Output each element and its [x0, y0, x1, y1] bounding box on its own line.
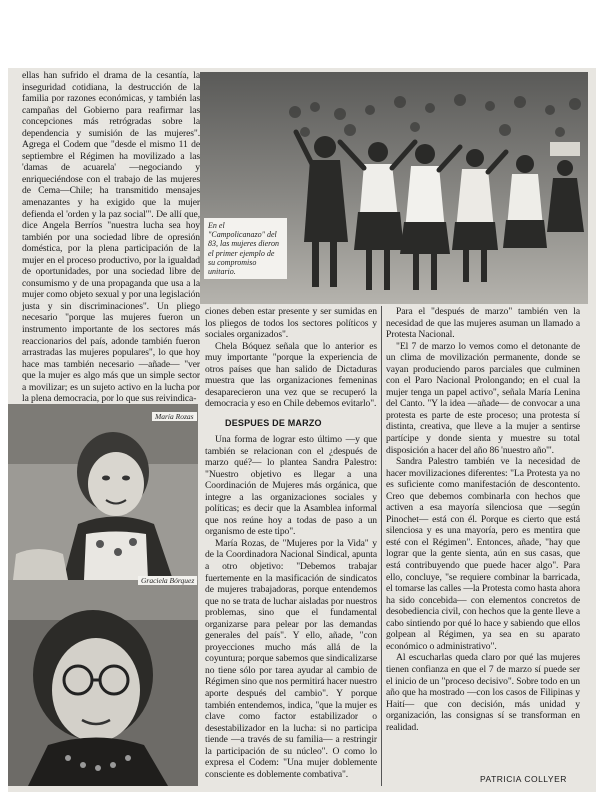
column-2-bottom-text — [205, 434, 377, 780]
photo-credit: Graciela Bórquez — [138, 576, 197, 585]
byline: PATRICIA COLLYER — [480, 774, 567, 784]
paragraph: Chela Bóquez señala que lo anterior es muy importante "porque la experiencia de otros países que han salido de Dictaduras muestra que las organizaciones femeninas desaparecieron una vez que se recuperó la democracia y eso en Chile debemos evitarlo". — [205, 340, 377, 410]
paragraph: Una forma de lograr esto último —y que también se relacionan con el ¿después de marzo qué?— lo plantea Sandra Palestro: "Nuestro objetivo es llegar a una Coordinación de Mujeres más orgánica, que integre a las organizaciones sociales y políticas; es decir que la Asamblea informal que nos reúne hoy a todas de paso a un organismo de este tipo". — [205, 434, 377, 538]
paragraph: "El 7 de marzo lo vemos como el detonante de un clima de movilización permanente, donde se vayan produciendo paros parciales que culminen con el Paro Nacional Prolongando; en el cual la mujer tenga un papel activo", señala María Lenina del Canto. "Y la idea —añade— de convocar a una protesta es parte de este proceso; una protesta sí distinta, creativa, que lleve a la mujer a sentirse partícipe y donde sienta y muestre su total disposición a hacer del año 86 'nuestro año'". — [386, 340, 580, 456]
paragraph: ellas han sufrido el drama de la cesantía, la inseguridad cotidiana, la destrucción de la familia por razones económicas, y también las campañas del Gobierno para reafirmar las concepciones más retrógradas sobre la dependencia y sumisión de las mujeres". Agrega el Codem que "desde el mismo 11 de septiembre el Régimen ha movilizado a las 'damas de acuarela' —negociando y enriqueciéndose con el trabajo de las mujeres de Cema—Chile; ha transmitido mensajes amenazantes y ha exigido que la mujer defienda el 'orden y la paz social'". De allí que, dice Angela Berríos "nuestra lucha sea hoy también por una sociedad libre de opresión doméstica, por la plena participación de la mujer en el proceso productivo, por la igualdad de oportunidades, por una sociedad libre de consumismo y de una propaganda que usa a la mujer como objeto sexual y por una legislación justa y sin discriminaciones". Un pliego necesario "porque las mujeres fueron un instrumento importante de los sectores más reaccionarios del país, adonde también fueron arrastradas las mujeres populares", lo que hoy hace mas también necesario —añade— "ver que la mujer es algo más que un simple sector a movilizar; es un sujeto activo en la lucha por la plena democracia, por lo que sus reivindica- — [22, 70, 200, 405]
caption-text: En el "Campolicanazo" del 83, las mujeres dieron el primer ejemplo de su compromiso unitario. — [208, 221, 279, 277]
section-heading: DESPUES DE MARZO — [225, 418, 322, 428]
paragraph: Sandra Palestro también ve la necesidad de hacer movilizaciones diferentes: "La Protesta ya no es suficiente como manifestación de descontento. Creo que debemos combinarla con hechos que activen a esa mayoría silenciosa que —según Pinochet— está con él. Porque es cierto que está silenciosa y es una mayoría, pero es mentira que esté con el Régimen". Entonces, añade, "hay que lograr que la gente sienta, aún en sus casas, que está contribuyendo que puede hacer algo". Para ello, concluye, "se requiere combinar la barricada, el tomarse las calles —la Protesta como hasta ahora ha sido concebida— con elementos concretos de desobediencia civil, con hechos que la gente lleve a cabo sintiendo por qué lo hace y sabiendo que ellos golpean al Régimen, ya sea en su aparato económico o administrativo". — [386, 456, 580, 652]
portrait-graciela-borquez — [8, 580, 198, 786]
portrait-maria-rozas — [8, 404, 198, 580]
photo-credit: María Rozas — [152, 412, 197, 421]
photo-caption — [204, 218, 287, 279]
paragraph: ciones deben estar presente y ser sumidas en los pliegos de todos los sectores políticos y sociales organizados". — [205, 306, 377, 341]
paragraph: María Rozas, de "Mujeres por la Vida" y de la Coordinadora Nacional Sindical, apunta a otro objetivo: "Debemos trabajar fuertemente en la masificación de sindicatos de mujeres trabajadoras, porque entendemos que no se trata de luchar aisladas por nuestros problemas, sino que el fundamental organizarse para pelear por las demandas generales del país". Y ello, añade, "con proyecciones mucho más allá de la coyuntura; porque sabemos que sindicalizarse no tiene sólo por tarea ayudar al cambio de Régimen sino que nos permitirá hacer nuestro aporte después del cambio". Y porque también entendemos, indica, "que la mujer es clave como factor estabilizador o desestabilizador en la lucha: si no participa tiende —a través de su familia— a restringir la participación de su núcleo". O como lo expresa el Codem: "Una mujer doblemente consciente es doblemente combativa". — [205, 537, 377, 780]
column-3-text — [386, 306, 580, 733]
paragraph: Al escucharlas queda claro por qué las mujeres tienen confianza en que el 7 de marzo sí puede ser el inicio de un "proceso decisivo". Sobre todo en un año que ha mostrado —con los casos de Filipinas y Haití— que con decisión, más unidad y organización, las consignas sí se transforman en realidad. — [386, 652, 580, 733]
column-divider — [381, 306, 382, 786]
column-1-text — [22, 70, 200, 405]
column-2-top-text — [205, 306, 377, 410]
paragraph: Para el "después de marzo" también ven la necesidad de que las mujeres asuman un llamado a Protesta Nacional. — [386, 306, 580, 341]
